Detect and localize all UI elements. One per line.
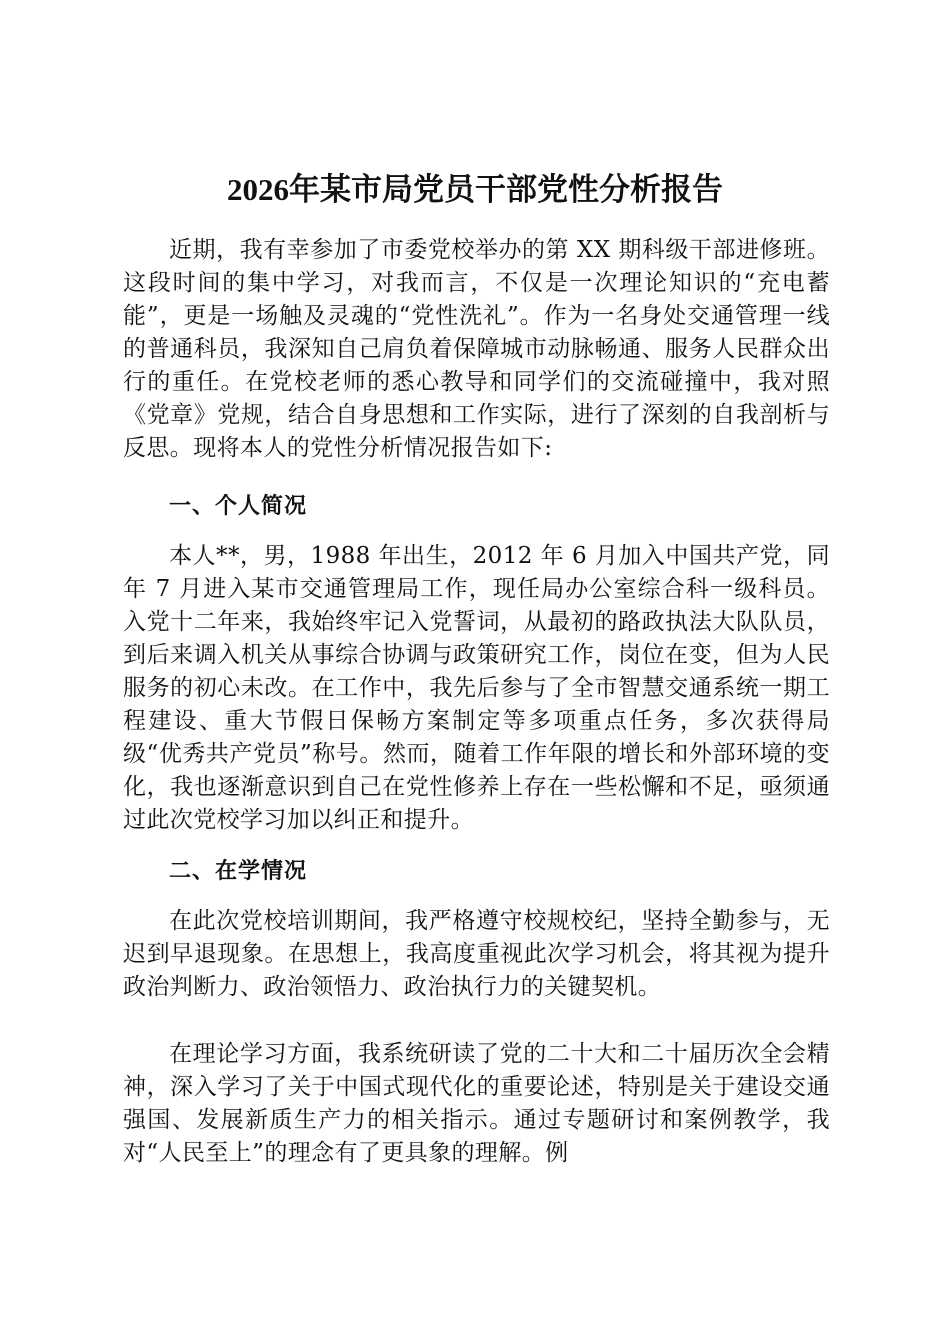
section-heading-study-status: 二、在学情况	[169, 859, 308, 884]
theory-study-paragraph: 在理论学习方面，我系统研读了党的二十大和二十届历次全会精神，深入学习了关于中国式现代化的重要论述，特别是关于建设交通强国、发展新质生产力的相关指示。通过专题研讨和案例教学，我对“人民至上”的理念有了更具象的理解。例	[123, 1041, 830, 1166]
section-heading-personal-profile: 一、个人简况	[169, 494, 308, 519]
study-status-paragraph: 在此次党校培训期间，我严格遵守校规校纪，坚持全勤参与，无迟到早退现象。在思想上，我高度重视此次学习机会，将其视为提升政治判断力、政治领悟力、政治执行力的关键契机。	[123, 908, 830, 1000]
intro-paragraph: 近期，我有幸参加了市委党校举办的第 XX 期科级干部进修班。这段时间的集中学习，对我而言，不仅是一次理论知识的“充电蓄能”，更是一场触及灵魂的“党性洗礼”。作为一名身处交通管理一线的普通科员，我深知自己肩负着保障城市动脉畅通、服务人民群众出行的重任。在党校老师的悉心教导和同学们的交流碰撞中，我对照《党章》党规，结合自身思想和工作实际，进行了深刻的自我剖析与反思。现将本人的党性分析情况报告如下:	[123, 237, 830, 461]
document-title: 2026年某市局党员干部党性分析报告	[227, 172, 723, 207]
personal-profile-paragraph: 本人**，男，1988 年出生，2012 年 6 月加入中国共产党，同年 7 月进入某市交通管理局工作，现任局办公室综合科一级科员。入党十二年来，我始终牢记入党誓词，从最初的路政执法大队队员，到后来调入机关从事综合协调与政策研究工作，岗位在变，但为人民服务的初心未改。在工作中，我先后参与了全市智慧交通系统一期工程建设、重大节假日保畅方案制定等多项重点任务，多次获得局级“优秀共产党员”称号。然而，随着工作年限的增长和外部环境的变化，我也逐渐意识到自己在党性修养上存在一些松懈和不足，亟须通过此次党校学习加以纠正和提升。	[123, 543, 830, 833]
